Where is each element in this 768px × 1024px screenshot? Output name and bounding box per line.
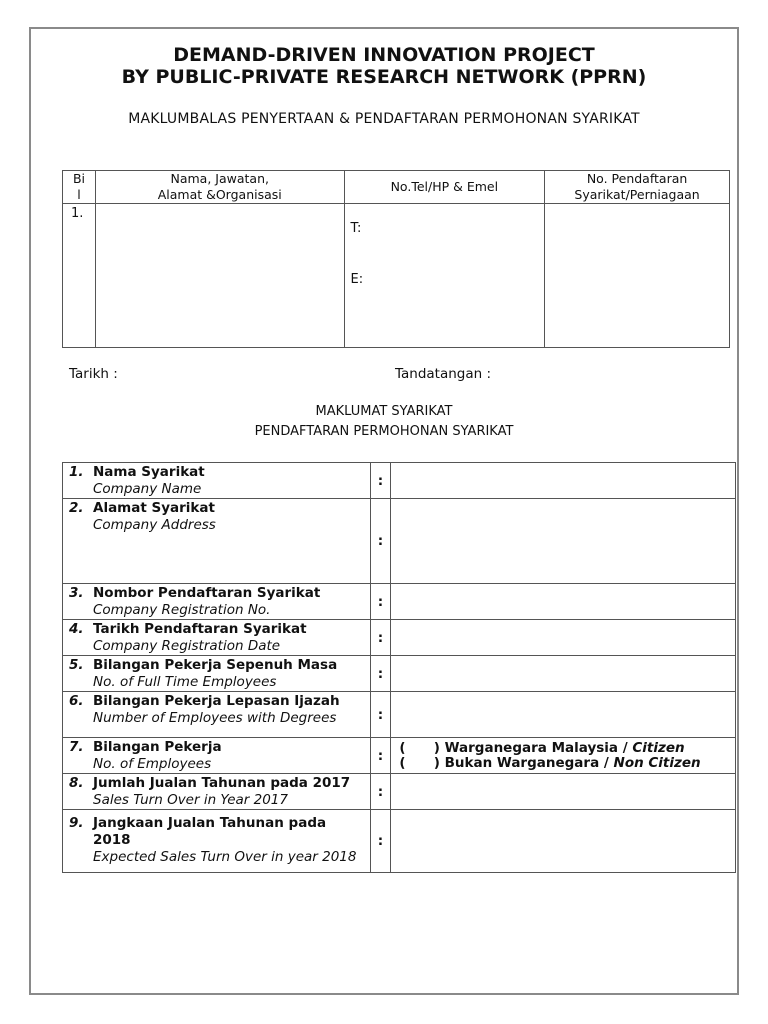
company-name-input[interactable] — [391, 463, 736, 499]
field-label: 5. Bilangan Pekerja Sepenuh Masa No. of Full Time Employees — [63, 656, 371, 692]
table-row — [63, 692, 736, 738]
table-row — [63, 463, 736, 499]
table-row — [63, 499, 736, 584]
document-title-line2: BY PUBLIC-PRIVATE RESEARCH NETWORK (PPRN) — [121, 66, 647, 88]
document-title: DEMAND-DRIVEN INNOVATION PROJECT — [173, 44, 595, 66]
contact-field[interactable] — [344, 204, 545, 348]
col-name-header: Nama, Jawatan, Alamat &Organisasi — [95, 171, 344, 204]
degree-employees-input[interactable] — [391, 692, 736, 738]
company-info-table — [62, 462, 736, 873]
table-row — [63, 584, 736, 620]
section-title: MAKLUMAT SYARIKAT — [315, 404, 453, 419]
participant-table — [62, 170, 730, 348]
fulltime-employees-input[interactable] — [391, 656, 736, 692]
registration-date-input[interactable] — [391, 620, 736, 656]
registration-no-input[interactable] — [391, 584, 736, 620]
field-label: 9. Jangkaan Jualan Tahunan pada 2018 Expected Sales Turn Over in year 2018 — [63, 810, 371, 873]
colon: : — [370, 692, 391, 738]
row-number: 1. — [63, 204, 96, 348]
document-subtitle: MAKLUMBALAS PENYERTAAN & PENDAFTARAN PERMOHONAN SYARIKAT — [128, 111, 640, 127]
signature-label: Tandatangan : — [395, 366, 492, 382]
colon: : — [370, 738, 391, 774]
field-label: 2. Alamat Syarikat Company Address — [63, 499, 371, 584]
field-label: 7. Bilangan Pekerja No. of Employees — [63, 738, 371, 774]
field-label: 3. Nombor Pendaftaran Syarikat Company Registration No. — [63, 584, 371, 620]
colon: : — [370, 499, 391, 584]
colon: : — [370, 463, 391, 499]
colon: : — [370, 620, 391, 656]
colon: : — [370, 584, 391, 620]
employees-citizenship-options — [391, 738, 736, 774]
field-label: 4. Tarikh Pendaftaran Syarikat Company Registration Date — [63, 620, 371, 656]
table-row — [63, 620, 736, 656]
email-label: E: — [350, 272, 364, 287]
field-label: 6. Bilangan Pekerja Lepasan Ijazah Number of Employees with Degrees — [63, 692, 371, 738]
citizen-option[interactable]: ( ) Warganegara Malaysia / Citizen — [399, 739, 685, 756]
section-subtitle: PENDAFTARAN PERMOHONAN SYARIKAT — [254, 424, 514, 439]
table-row — [63, 810, 736, 873]
table-row — [63, 656, 736, 692]
colon: : — [370, 656, 391, 692]
registration-field[interactable] — [545, 204, 730, 348]
col-registration-header: No. Pendaftaran Syarikat/Perniagaan — [545, 171, 730, 204]
field-label: 8. Jumlah Jualan Tahunan pada 2017 Sales Turn Over in Year 2017 — [63, 774, 371, 810]
colon: : — [370, 810, 391, 873]
tel-label: T: — [350, 221, 362, 236]
sales-2018-input[interactable] — [391, 810, 736, 873]
table-row — [63, 774, 736, 810]
name-field[interactable] — [95, 204, 344, 348]
colon: : — [370, 774, 391, 810]
col-contact-header: No.Tel/HP & Emel — [344, 171, 545, 204]
field-label: 1. Nama Syarikat Company Name — [63, 463, 371, 499]
col-bil-header: Bi l — [63, 171, 96, 204]
table-row — [63, 738, 736, 774]
company-address-input[interactable] — [391, 499, 736, 584]
date-label: Tarikh : — [69, 366, 118, 382]
sales-2017-input[interactable] — [391, 774, 736, 810]
non-citizen-option[interactable]: ( ) Bukan Warganegara / Non Citizen — [399, 754, 701, 771]
